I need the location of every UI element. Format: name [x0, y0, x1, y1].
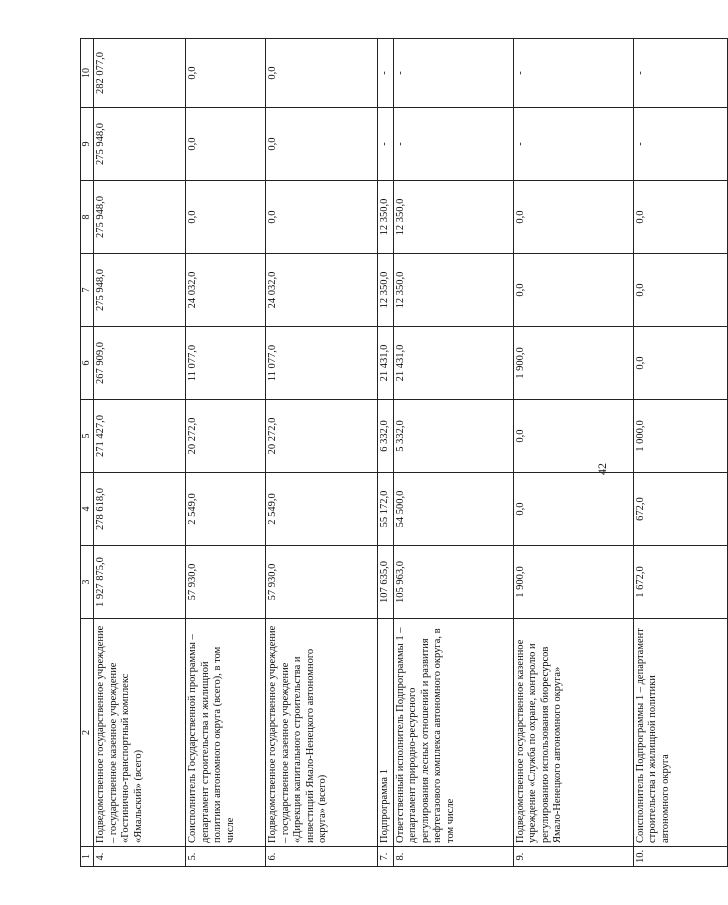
row-name: Подведомственное государственное учреждение – государственное казенное учреждение «Гостинично-транспортный комплекс «Ямальский» (всего) [94, 619, 186, 847]
value-text: 282 077,0 [95, 52, 106, 94]
value-text: 0,0 [514, 210, 526, 224]
value-cell [393, 39, 513, 108]
row-name: Подпрограмма 1 [378, 619, 394, 847]
value-cell [266, 108, 378, 181]
value-text: 12 350,0 [379, 271, 390, 309]
column-number: 5 [81, 400, 94, 473]
value-text: 12 350,0 [394, 271, 406, 309]
value-cell [393, 254, 513, 327]
row-number: 6. [266, 847, 378, 867]
row-number: 10. [633, 847, 727, 867]
value-text: 0,0 [634, 356, 646, 370]
value-cell [266, 473, 378, 546]
value-text: 0,0 [634, 210, 646, 224]
value-cell [186, 400, 266, 473]
value-cell [94, 39, 186, 108]
value-text: 107 635,0 [379, 561, 390, 603]
value-text: 57 930,0 [187, 563, 198, 601]
value-text: 275 948,0 [95, 123, 106, 165]
value-text: 12 350,0 [394, 198, 406, 236]
column-number: 2 [81, 619, 94, 847]
header-row [81, 39, 94, 867]
value-text: 1 672,0 [634, 566, 646, 598]
value-text: 0,0 [187, 137, 198, 151]
value-cell [393, 108, 513, 181]
row-number: 9. [513, 847, 633, 867]
value-cell [513, 108, 633, 181]
value-text: - [394, 71, 406, 75]
value-cell [513, 473, 633, 546]
value-text: 0,0 [267, 210, 278, 224]
value-cell [266, 400, 378, 473]
value-cell [186, 546, 266, 619]
value-text: - [394, 142, 406, 146]
value-cell [378, 254, 394, 327]
value-cell [393, 400, 513, 473]
value-cell [378, 400, 394, 473]
value-text: 20 272,0 [267, 417, 278, 455]
value-cell [513, 181, 633, 254]
value-cell [94, 108, 186, 181]
value-text: 672,0 [634, 497, 646, 521]
value-cell [94, 254, 186, 327]
value-cell [266, 546, 378, 619]
value-text: - [634, 142, 646, 146]
value-text: 1 900,0 [514, 566, 526, 598]
value-cell [633, 546, 727, 619]
row-number: 5. [186, 847, 266, 867]
value-text: 271 427,0 [95, 415, 106, 457]
column-number: 9 [81, 108, 94, 181]
page-number: 42 [595, 463, 609, 475]
value-text: 267 909,0 [95, 342, 106, 384]
value-cell [393, 181, 513, 254]
value-cell [266, 181, 378, 254]
row-name: Ответственный исполнитель Подпрограммы 1 – департамент природно-ресурсного регулирования лесных отношений и развития нефтегазового комплекса автономного округа, в том числе [393, 619, 513, 847]
value-text: 20 272,0 [187, 417, 198, 455]
value-text: 5 332,0 [394, 420, 406, 452]
row-name: Соисполнитель Государственной программы – департамент строительства и жилищной политики автономного округа (всего), в том числе [186, 619, 266, 847]
value-cell [94, 400, 186, 473]
value-cell [513, 327, 633, 400]
row-name: Подведомственное государственное казенное учреждение «Служба по охране, контролю и регулированию использования биоресурсов Ямало-Ненецкого автономного округа» [513, 619, 633, 847]
value-text: - [379, 71, 390, 75]
value-text: 0,0 [267, 137, 278, 151]
value-cell [513, 400, 633, 473]
column-number: 8 [81, 181, 94, 254]
value-text: 1 000,0 [634, 420, 646, 452]
value-cell [266, 327, 378, 400]
value-text: 105 963,0 [394, 561, 406, 603]
budget-table [80, 38, 728, 867]
value-text: 275 948,0 [95, 196, 106, 238]
value-cell [633, 108, 727, 181]
value-text: 21 431,0 [379, 344, 390, 382]
value-text: 57 930,0 [267, 563, 278, 601]
value-text: - [379, 142, 390, 146]
value-cell [378, 181, 394, 254]
value-cell [633, 473, 727, 546]
column-number: 3 [81, 546, 94, 619]
table-row [633, 39, 727, 867]
value-text: 54 500,0 [394, 490, 406, 528]
value-cell [633, 400, 727, 473]
value-cell [378, 39, 394, 108]
value-cell [186, 473, 266, 546]
value-text: - [514, 142, 526, 146]
table-row [186, 39, 266, 867]
value-cell [94, 546, 186, 619]
value-text: 0,0 [514, 502, 526, 516]
value-cell [378, 327, 394, 400]
value-text: 0,0 [634, 283, 646, 297]
value-text: 55 172,0 [379, 490, 390, 528]
value-text: 0,0 [267, 66, 278, 80]
value-text: 275 948,0 [95, 269, 106, 311]
table-row [513, 39, 633, 867]
value-text: 278 618,0 [95, 488, 106, 530]
value-cell [513, 546, 633, 619]
column-number: 6 [81, 327, 94, 400]
value-cell [266, 39, 378, 108]
value-cell [186, 327, 266, 400]
row-name: Соисполнитель Подпрограммы 1 – департамент строительства и жилищной политики автономного округа [633, 619, 727, 847]
value-text: 2 549,0 [187, 493, 198, 525]
column-number: 1 [81, 847, 94, 867]
value-cell [94, 181, 186, 254]
value-cell [94, 327, 186, 400]
value-cell [633, 39, 727, 108]
value-cell [186, 254, 266, 327]
table-row [393, 39, 513, 867]
value-text: 0,0 [187, 210, 198, 224]
row-number: 7. [378, 847, 394, 867]
value-cell [378, 473, 394, 546]
table-row [94, 39, 186, 867]
table-row [266, 39, 378, 867]
value-text: 0,0 [187, 66, 198, 80]
row-number: 8. [393, 847, 513, 867]
value-cell [633, 181, 727, 254]
column-number: 4 [81, 473, 94, 546]
value-text: 12 350,0 [379, 198, 390, 236]
value-cell [513, 254, 633, 327]
value-text: 24 032,0 [267, 271, 278, 309]
value-cell [266, 254, 378, 327]
value-cell [186, 108, 266, 181]
row-name: Подведомственное государственное учреждение – государственное казенное учреждение «Дирекция капитального строительства и инвестиций Ямало-Ненецкого автономного округа» (всего) [266, 619, 378, 847]
value-cell [393, 327, 513, 400]
value-cell [393, 473, 513, 546]
column-number: 7 [81, 254, 94, 327]
value-cell [186, 39, 266, 108]
value-cell [513, 39, 633, 108]
value-text: 0,0 [514, 429, 526, 443]
value-text: 2 549,0 [267, 493, 278, 525]
value-text: 21 431,0 [394, 344, 406, 382]
table-row [378, 39, 394, 867]
value-text: 0,0 [514, 283, 526, 297]
value-cell [378, 108, 394, 181]
value-text: 1 900,0 [514, 347, 526, 379]
value-text: - [514, 71, 526, 75]
value-cell [378, 546, 394, 619]
value-cell [94, 473, 186, 546]
value-cell [633, 254, 727, 327]
value-text: - [634, 71, 646, 75]
row-number: 4. [94, 847, 186, 867]
value-text: 1 927 875,0 [95, 557, 106, 607]
value-text: 24 032,0 [187, 271, 198, 309]
column-number: 10 [81, 39, 94, 108]
value-cell [186, 181, 266, 254]
value-cell [633, 327, 727, 400]
value-text: 11 077,0 [267, 344, 278, 382]
value-text: 6 332,0 [379, 420, 390, 452]
value-text: 11 077,0 [187, 344, 198, 382]
value-cell [393, 546, 513, 619]
